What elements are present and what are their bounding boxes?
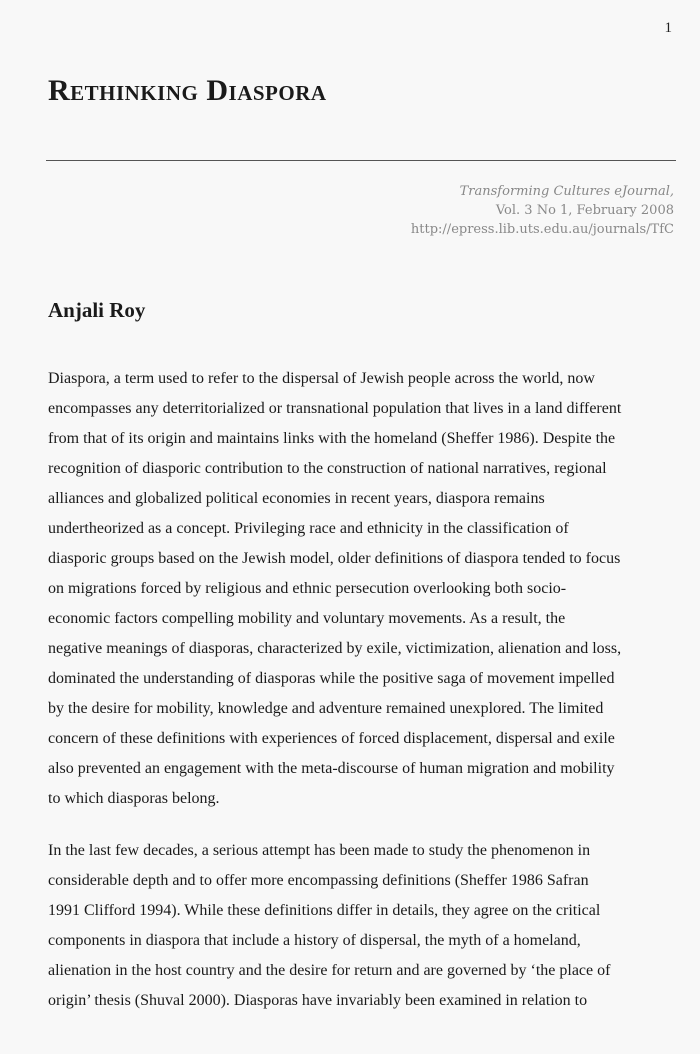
- text-line: by the desire for mobility, knowledge and adventure remained unexplored. The limited: [48, 700, 604, 717]
- text-line: In the last few decades, a serious attempt has been made to study the phenomenon in: [48, 842, 591, 859]
- text-line: also prevented an engagement with the meta-discourse of human migration and mobility: [48, 760, 615, 777]
- text-line: alliances and globalized political economies in recent years, diaspora remains: [48, 490, 545, 507]
- text-line: undertheorized as a concept. Privileging race and ethnicity in the classification of: [48, 520, 569, 537]
- journal-volume: Vol. 3 No 1, February 2008: [495, 203, 674, 218]
- text-line: 1991 Clifford 1994). While these definitions differ in details, they agree on the critical: [48, 902, 601, 919]
- text-line: encompasses any deterritorialized or transnational population that lives in a land different: [48, 400, 622, 417]
- paragraph: [48, 364, 678, 814]
- text-line: components in diaspora that include a history of dispersal, the myth of a homeland,: [48, 932, 581, 949]
- author-name: Anjali Roy: [48, 298, 146, 322]
- text-line: considerable depth and to offer more encompassing definitions (Sheffer 1986 Safran: [48, 872, 589, 889]
- text-line: Diaspora, a term used to refer to the dispersal of Jewish people across the world, now: [48, 370, 595, 387]
- text-line: on migrations forced by religious and ethnic persecution overlooking both socio-: [48, 580, 567, 597]
- text-line: concern of these definitions with experiences of forced displacement, dispersal and exile: [48, 730, 615, 747]
- text-line: recognition of diasporic contribution to the construction of national narratives, regional: [48, 460, 607, 477]
- text-line: alienation in the host country and the desire for return and are governed by ‘the place of: [48, 962, 611, 979]
- article-title: Rethinking Diaspora: [48, 74, 327, 107]
- text-line: from that of its origin and maintains links with the homeland (Sheffer 1986). Despite the: [48, 430, 616, 447]
- journal-citation: [411, 182, 674, 239]
- text-line: to which diasporas belong.: [48, 790, 220, 807]
- title-divider: [46, 160, 676, 161]
- page-number: 1: [664, 20, 672, 36]
- text-line: origin’ thesis (Shuval 2000). Diasporas have invariably been examined in relation to: [48, 992, 588, 1009]
- text-line: negative meanings of diasporas, characterized by exile, victimization, alienation and loss,: [48, 640, 622, 657]
- journal-name: Transforming Cultures eJournal,: [459, 184, 674, 199]
- paragraph: [48, 836, 678, 1016]
- journal-url: http://epress.lib.uts.edu.au/journals/TfC: [410, 222, 674, 237]
- text-line: diasporic groups based on the Jewish model, older definitions of diaspora tended to focus: [48, 550, 621, 567]
- text-line: dominated the understanding of diasporas while the positive saga of movement impelled: [48, 670, 615, 687]
- article-body: [48, 364, 678, 1038]
- text-line: economic factors compelling mobility and voluntary movements. As a result, the: [48, 610, 566, 627]
